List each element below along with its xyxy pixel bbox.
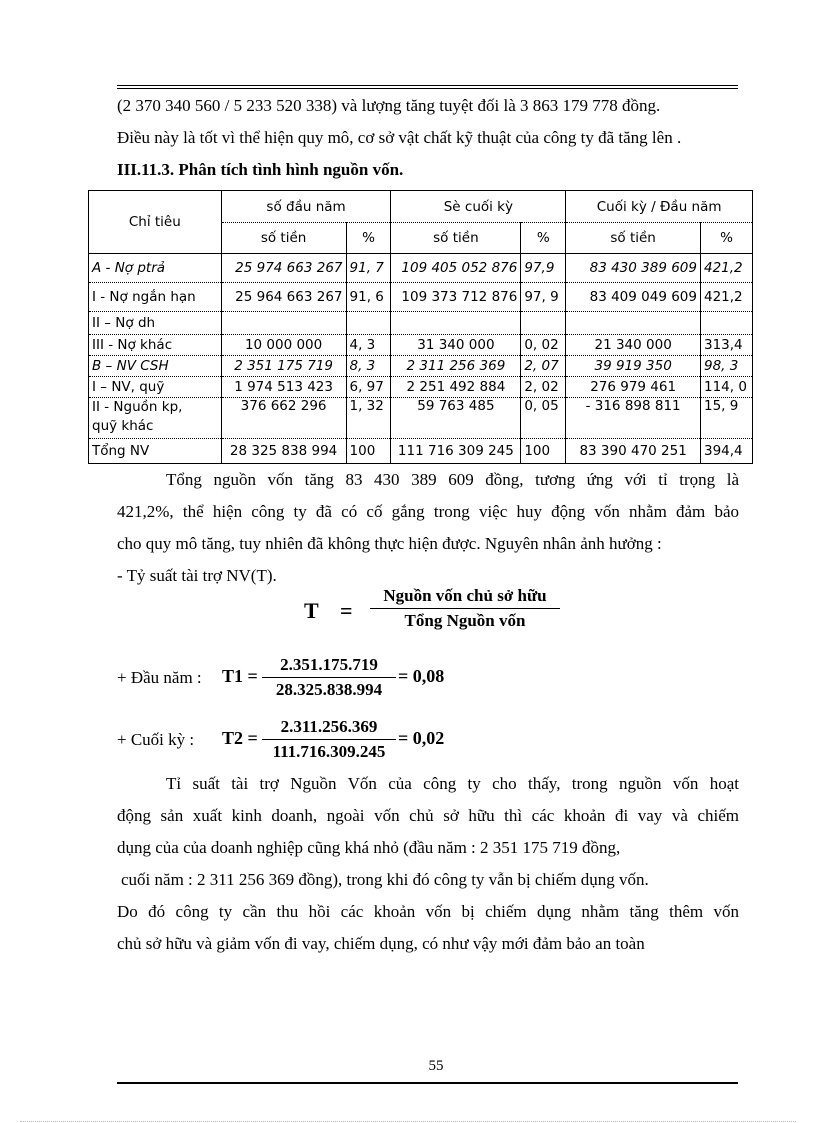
paragraph2-line3: cho quy mô tăng, tuy nhiên đã không thực hiện được. Nguyên nhân ảnh hưởng : [117,534,662,553]
table-row [89,335,753,356]
table-row [89,377,753,398]
subheader-cell: số tiền [566,223,701,254]
subheader-cell: số tiền [391,223,521,254]
row-label: Tổng NV [89,439,222,464]
formula-main-fraction [370,586,560,631]
table-row [89,283,753,312]
cell-value: 376 662 296 [221,398,346,439]
cell-value: 1 974 513 423 [221,377,346,398]
formula-t1-denominator: 28.325.838.994 [275,680,383,699]
cell-value [391,312,521,335]
formula-t1-numerator: 2.351.175.719 [262,655,396,678]
cell-percent: 91, 7 [346,254,391,283]
cell-percent: 97,9 [521,254,566,283]
header-group-ratio: Cuối kỳ / Đầu năm [566,191,753,223]
cell-value: 2 351 175 719 [221,356,346,377]
cell-percent: 100 [346,439,391,464]
cell-value: 109 373 712 876 [391,283,521,312]
formula-t2-var: T2 = [222,728,258,748]
cell-value [221,312,346,335]
cell-value: 39 919 350 [566,356,701,377]
cell-value: 83 390 470 251 [566,439,701,464]
cell-percent [700,312,752,335]
cell-value: 2 251 492 884 [391,377,521,398]
cell-value: 2 311 256 369 [391,356,521,377]
table-row [89,356,753,377]
formula-main-numerator: Nguồn vốn chủ sở hữu [370,586,560,609]
subheader-cell: % [346,223,391,254]
page-edge-divider [20,1121,796,1122]
row-label: I - Nợ ngắn hạn [89,283,222,312]
cell-percent: 2, 07 [521,356,566,377]
header-group-start: số đầu năm [221,191,391,223]
cell-value: 28 325 838 994 [221,439,346,464]
cell-value: 83 409 049 609 [566,283,701,312]
header-rule-top [117,85,738,86]
cell-percent: 2, 02 [521,377,566,398]
formula-t1-fraction [262,655,396,700]
cell-value: 59 763 485 [391,398,521,439]
formula-t2-fraction [262,717,396,762]
cell-percent: 114, 0 [700,377,752,398]
cell-percent: 421,2 [700,254,752,283]
cell-percent: 6, 97 [346,377,391,398]
header-group-end: Sè cuối kỳ [391,191,566,223]
cell-value: - 316 898 811 [566,398,701,439]
cell-percent: 91, 6 [346,283,391,312]
paragraph1-line1: (2 370 340 560 / 5 233 520 338) và lượng tăng tuyệt đối là 3 863 179 778 đồng. [117,96,661,115]
page-number: 55 [428,1058,444,1074]
table-row [89,398,753,439]
cell-value: 31 340 000 [391,335,521,356]
row-label: A - Nợ ptrả [89,254,222,283]
paragraph3-line5: Do đó công ty cần thu hồi các khoản vốn bị chiếm dụng nhằm tăng thêm vốn [117,902,739,921]
paragraph3-line2: động sản xuất kinh doanh, ngoài vốn chủ sở hữu thì các khoản đi vay và chiếm [117,806,739,825]
cell-percent: 1, 32 [346,398,391,439]
formula-t1-var: T1 = [222,666,258,686]
table-row [89,312,753,335]
row-label: B – NV CSH [89,356,222,377]
cell-value: 111 716 309 245 [391,439,521,464]
cell-value: 10 000 000 [221,335,346,356]
cell-percent: 4, 3 [346,335,391,356]
row-label-continued: quỹ khác [92,418,154,434]
row-label: II - Nguồn kp, [92,399,183,415]
paragraph3-line1: Tỉ suất tài trợ Nguồn Vốn của công ty cho thấy, trong nguồn vốn hoạt [166,774,739,793]
cell-percent: 0, 02 [521,335,566,356]
cell-percent: 100 [521,439,566,464]
table-header-row [89,191,753,223]
table-row [89,254,753,283]
row-label: II – Nợ dh [89,312,222,335]
formula-t2-result: = 0,02 [398,728,445,748]
formula-equals: = [340,598,353,623]
cell-value: 83 430 389 609 [566,254,701,283]
footer-rule [117,1082,738,1084]
formula-main-denominator: Tổng Nguồn vốn [404,611,526,630]
paragraph3-line4: cuối năm : 2 311 256 369 đồng), trong khi đó công ty vẫn bị chiếm dụng vốn. [121,870,649,889]
cell-value: 109 405 052 876 [391,254,521,283]
paragraph1-line2: Điều này là tốt vì thể hiện quy mô, cơ sở vật chất kỹ thuật của công ty đã tăng lên . [117,128,682,147]
cell-percent [521,312,566,335]
cell-percent: 97, 9 [521,283,566,312]
paragraph3-line3: dụng của của doanh nghiệp cũng khá nhỏ (đầu năm : 2 351 175 719 đồng, [117,838,621,857]
cell-percent: 394,4 [700,439,752,464]
subheader-cell: % [521,223,566,254]
cell-percent: 15, 9 [700,398,752,439]
formula-symbol-t: T [304,598,319,623]
cell-value: 276 979 461 [566,377,701,398]
cell-value: 25 974 663 267 [221,254,346,283]
cell-percent: 421,2 [700,283,752,312]
cell-value [566,312,701,335]
cell-percent: 98, 3 [700,356,752,377]
paragraph2-line1: Tổng nguồn vốn tăng 83 430 389 609 đồng, tương ứng với tỉ trọng là [166,470,739,489]
cell-percent: 313,4 [700,335,752,356]
table-row-total [89,439,753,464]
row-label-two-line [89,398,222,439]
cell-value: 25 964 663 267 [221,283,346,312]
paragraph3-line6: chủ sở hữu và giảm vốn đi vay, chiếm dụng, có như vậy mới đảm bảo an toàn [117,934,645,953]
paragraph2-line4: - Tỷ suất tài trợ NV(T). [117,566,277,585]
section-heading: III.11.3. Phân tích tình hình nguồn vốn. [117,160,404,179]
formula-t2-label: + Cuối kỳ : [117,730,195,749]
paragraph2-line2: 421,2%, thể hiện công ty đã có cố gắng trong việc huy động vốn nhằm đảm bảo [117,502,739,521]
header-chi-tieu: Chỉ tiêu [89,191,222,254]
header-rule-bottom [117,88,738,89]
row-label: I – NV, quỹ [89,377,222,398]
cell-percent [346,312,391,335]
cell-percent: 8, 3 [346,356,391,377]
formula-t2-denominator: 111.716.309.245 [272,742,386,761]
capital-table [88,190,753,464]
subheader-cell: % [700,223,752,254]
subheader-cell: số tiền [221,223,346,254]
row-label: III - Nợ khác [89,335,222,356]
cell-percent: 0, 05 [521,398,566,439]
formula-t1-result: = 0,08 [398,666,445,686]
formula-t2-numerator: 2.311.256.369 [262,717,396,740]
formula-t1-label: + Đầu năm : [117,668,202,687]
cell-value: 21 340 000 [566,335,701,356]
